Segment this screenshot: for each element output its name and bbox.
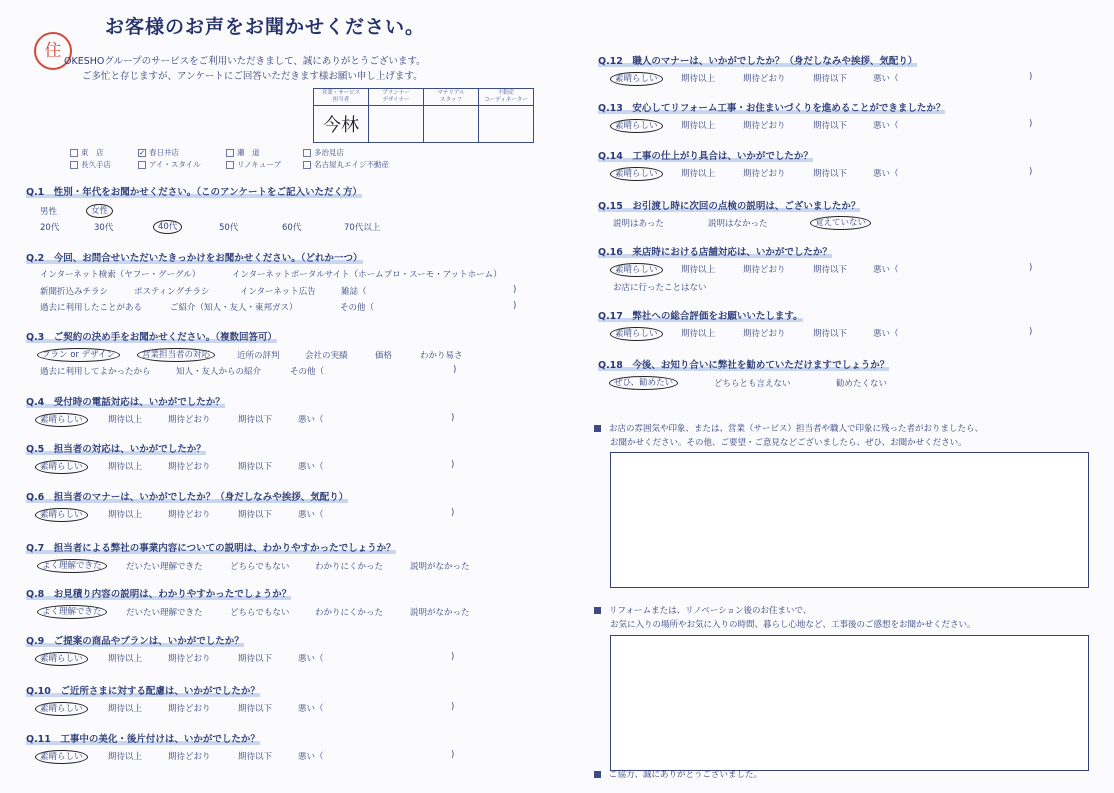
question-18-label: Q.18 今後、お知り合いに弊社を勧めていただけますでしょうか？ [598,360,890,371]
option-dont-remember[interactable]: 覚えていない [815,216,871,228]
question-8-label: Q.8 お見積り内容の説明は、わかりやすかったでしょうか？ [26,589,292,600]
page-title: お客様のお声をお聞かせください。 [105,16,426,38]
option-internet-search[interactable]: インターネット検索（ヤフー・グーグル） [40,270,201,280]
question-11-label: Q.11 工事中の美化・後片付けは、いかがでしたか？ [26,734,260,745]
option-as-expected[interactable]: 期待どおり [743,169,786,179]
option-as-expected[interactable]: 期待どおり [168,415,211,425]
paren-close: ) [1029,263,1033,273]
paren-close: ) [1029,167,1033,177]
option-excellent[interactable]: 素晴らしい [615,167,663,179]
thanks-message: ご協力、誠にありがとうございました。 [594,768,762,780]
option-above-expectation[interactable]: 期待以上 [108,752,143,762]
option-excellent[interactable]: 素晴らしい [615,72,663,84]
checkbox-icon[interactable] [303,161,311,169]
option-above-expectation[interactable]: 期待以上 [681,121,716,131]
option-no-explanation[interactable]: 説明がなかった [410,608,470,618]
option-below-expectation[interactable]: 期待以下 [813,265,848,275]
option-as-expected[interactable]: 期待どおり [168,654,211,664]
option-not-recommend[interactable]: 勧めたくない [836,379,888,389]
option-below-expectation[interactable]: 期待以下 [813,121,848,131]
option-as-expected[interactable]: 期待どおり [168,704,211,714]
company-seal: 住 [34,32,72,70]
option-reputation[interactable]: 近所の評判 [237,351,280,361]
option-excellent[interactable]: 素晴らしい [615,119,663,131]
bullet-square-icon [594,771,601,778]
branch-item[interactable]: 瀬 道 [226,147,260,158]
question-3-label: Q.3 ご契約の決め手をお聞かせください。（複数回答可） [26,332,278,343]
paren-close: ) [453,365,457,375]
staff-header-realestate: 不動産 コーディネーター [479,89,534,106]
question-1-label: Q.1 性別・年代をお聞かせください。（このアンケートをご記入いただく方） [26,187,362,198]
question-12-label: Q.12 職人のマナーは、いかがでしたか？（身だしなみや挨拶、気配り） [598,56,918,67]
branch-item[interactable]: アイ・スタイル [138,159,201,170]
paren-close: ) [513,285,517,295]
paren-close: ) [451,460,455,470]
checkbox-checked-icon[interactable]: ✓ [139,149,145,157]
option-understood-well[interactable]: よく理解できた [42,605,107,617]
option-bad[interactable]: 悪い（ [298,752,324,762]
option-undecided[interactable]: どちらとも言えない [714,379,791,389]
option-referral[interactable]: ご紹介（知人・友人・東邦ガス） [170,303,298,313]
option-above-expectation[interactable]: 期待以上 [108,462,143,472]
staff-table [313,88,534,143]
paren-close: ) [1029,327,1033,337]
branch-item[interactable]: 長久手店 [70,159,111,170]
intro-line-1: OKESHOグループのサービスをご利用いただきまして、誠にありがとうございます。 [64,56,426,67]
option-excellent[interactable]: 素晴らしい [40,413,88,425]
option-bad[interactable]: 悪い（ [873,329,899,339]
option-above-expectation[interactable]: 期待以上 [108,510,143,520]
option-bad[interactable]: 悪い（ [298,654,324,664]
option-bad[interactable]: 悪い（ [873,74,899,84]
question-10-label: Q.10 ご近所さまに対する配慮は、いかがでしたか？ [26,686,260,697]
option-portal-site[interactable]: インターネットポータルサイト（ホームプロ・スーモ・アットホーム） [232,270,502,280]
intro-line-2: ご多忙と存じますが、アンケートにご回答いただきます様お願い申し上げます。 [82,71,423,82]
option-friend-referral[interactable]: 知人・友人からの紹介 [176,367,262,377]
option-below-expectation[interactable]: 期待以下 [813,329,848,339]
option-as-expected[interactable]: 期待どおり [168,462,211,472]
paren-close: ) [451,413,455,423]
option-newspaper-flyer[interactable]: 新聞折込みチラシ [40,287,109,297]
option-excellent[interactable]: 素晴らしい [40,702,88,714]
checkbox-icon[interactable] [70,149,78,157]
option-not-explained[interactable]: 説明はなかった [708,219,768,229]
question-7-label: Q.7 担当者による弊社の事業内容についての説明は、わかりやすかったでしょうか？ [26,543,396,554]
option-bad[interactable]: 悪い（ [873,169,899,179]
checkbox-icon[interactable] [70,161,78,169]
branch-item[interactable]: リノキューブ [226,159,281,170]
option-price[interactable]: 価格 [375,351,393,361]
option-below-expectation[interactable]: 期待以下 [238,462,273,472]
option-no-explanation[interactable]: 説明がなかった [410,562,470,572]
checkbox-icon[interactable] [303,149,311,157]
option-below-expectation[interactable]: 期待以下 [813,169,848,179]
question-13-label: Q.13 安心してリフォーム工事・お住まいづくりを進めることができましたか？ [598,103,946,114]
staff-header-sales: 営業・サービス 担当者 [314,89,369,106]
option-as-expected[interactable]: 期待どおり [168,510,211,520]
option-age-70[interactable]: 70代以上 [344,223,381,233]
option-above-expectation[interactable]: 期待以上 [681,74,716,84]
option-mostly-understood[interactable]: だいたい理解できた [126,608,203,618]
option-as-expected[interactable]: 期待どおり [743,121,786,131]
option-age-50[interactable]: 50代 [219,223,239,233]
paren-close: ) [1029,72,1033,82]
option-clarity[interactable]: わかり易さ [420,351,463,361]
option-mostly-understood[interactable]: だいたい理解できた [126,562,203,572]
option-neutral[interactable]: どちらでもない [230,562,290,572]
question-16-label: Q.16 来店時における店舗対応は、いかがでしたか？ [598,247,832,258]
branch-item[interactable]: 東 店 [70,147,104,158]
staff-header-material: マテリアル スタッフ [424,89,479,106]
paren-close: ) [451,652,455,662]
option-below-expectation[interactable]: 期待以下 [238,752,273,762]
question-2-label: Q.2 今回、お問合せいただいたきっかけをお聞かせください。（どれか一つ） [26,253,363,264]
option-excellent[interactable]: 素晴らしい [40,460,88,472]
checkbox-icon[interactable] [226,149,234,157]
question-5-label: Q.5 担当者の対応は、いかがでしたか？ [26,444,206,455]
option-understood-well[interactable]: よく理解できた [42,559,107,571]
branch-item[interactable]: ✓ 春日井店 [139,148,179,157]
branch-item[interactable]: 多治見店 [303,147,344,158]
option-female[interactable]: 女性 [91,204,113,216]
comment-1-textarea[interactable] [610,452,1089,588]
option-other[interactable]: その他（ [340,303,375,313]
option-below-expectation[interactable]: 期待以下 [238,510,273,520]
paren-close: ) [451,750,455,760]
option-above-expectation[interactable]: 期待以上 [108,415,143,425]
option-excellent[interactable]: 素晴らしい [40,652,88,664]
option-above-expectation[interactable]: 期待以上 [681,169,716,179]
question-15-label: Q.15 お引渡し時に次回の点検の説明は、ございましたか？ [598,201,861,212]
option-below-expectation[interactable]: 期待以下 [238,704,273,714]
option-internet-ad[interactable]: インターネット広告 [240,287,316,297]
staff-header-planner: プランナー デザイナー [369,89,424,106]
staff-value-realestate[interactable] [479,106,534,143]
option-bad[interactable]: 悪い（ [873,265,899,275]
option-neutral[interactable]: どちらでもない [230,608,290,618]
option-bad[interactable]: 悪い（ [873,121,899,131]
option-explained[interactable]: 説明はあった [613,219,664,229]
bullet-square-icon [594,425,601,432]
option-age-40[interactable]: 40代 [158,220,182,232]
option-track-record[interactable]: 会社の実績 [305,351,348,361]
option-above-expectation[interactable]: 期待以上 [108,704,143,714]
option-as-expected[interactable]: 期待どおり [743,265,786,275]
option-above-expectation[interactable]: 期待以上 [108,654,143,664]
option-never-visited[interactable]: お店に行ったことはない [613,283,707,293]
option-excellent[interactable]: 素晴らしい [40,750,88,762]
option-hard-to-understand[interactable]: わかりにくかった [315,608,384,618]
branch-item[interactable]: 名古屋丸エイジ不動産 [303,159,389,170]
comment-1-prompt-line-1: お店の雰囲気や印象、または、営業（サービス）担当者や職人で印象に残った者がおりましたら、 [594,422,983,434]
option-below-expectation[interactable]: 期待以下 [238,415,273,425]
option-used-before[interactable]: 過去に利用したことがある [40,303,143,313]
bullet-square-icon [594,607,601,614]
option-recommend[interactable]: ぜひ、勧めたい [614,376,678,388]
option-below-expectation[interactable]: 期待以下 [813,74,848,84]
option-other[interactable]: その他（ [290,367,325,377]
staff-value-material[interactable] [424,106,479,143]
comment-1-prompt-line-2: お聞かせください。その他、ご要望・ご意見などございましたら、ぜひ、お聞かせください。 [610,438,967,448]
option-age-30[interactable]: 30代 [94,223,114,233]
question-14-label: Q.14 工事の仕上がり具合は、いかがでしたか？ [598,151,813,162]
option-bad[interactable]: 悪い（ [298,510,324,520]
comment-2-prompt-line-2: お気に入りの場所やお気に入りの時間、暮らし心地など、工事後のご感想をお聞かせください。 [610,620,976,630]
option-age-20[interactable]: 20代 [40,223,60,233]
question-17-label: Q.17 弊社への総合評価をお願いいたします。 [598,311,803,322]
staff-value-planner[interactable] [369,106,424,143]
paren-close: ) [451,702,455,712]
checkbox-icon[interactable] [226,161,234,169]
option-excellent[interactable]: 素晴らしい [615,263,663,275]
option-age-60[interactable]: 60代 [282,223,302,233]
option-as-expected[interactable]: 期待どおり [743,329,786,339]
paren-close: ) [1029,119,1033,129]
option-excellent[interactable]: 素晴らしい [40,508,88,520]
checkbox-icon[interactable] [138,161,146,169]
staff-value-sales[interactable]: 今林 [314,106,369,143]
option-male[interactable]: 男性 [40,207,58,217]
option-good-past[interactable]: 過去に利用してよかったから [40,367,151,377]
question-6-label: Q.6 担当者のマナーは、いかがでしたか？（身だしなみや挨拶、気配り） [26,492,349,503]
paren-close: ) [513,301,517,311]
question-4-label: Q.4 受付時の電話対応は、いかがでしたか？ [26,397,225,408]
option-bad[interactable]: 悪い（ [298,462,324,472]
option-posting-flyer[interactable]: ポスティングチラシ [134,287,210,297]
question-9-label: Q.9 ご提案の商品やプランは、いかがでしたか？ [26,636,244,647]
option-as-expected[interactable]: 期待どおり [743,74,786,84]
option-bad[interactable]: 悪い（ [298,415,324,425]
option-as-expected[interactable]: 期待どおり [168,752,211,762]
option-sales-rep[interactable]: 営業担当者の対応 [142,348,215,360]
option-bad[interactable]: 悪い（ [298,704,324,714]
option-above-expectation[interactable]: 期待以上 [681,329,716,339]
option-excellent[interactable]: 素晴らしい [615,327,663,339]
comment-2-textarea[interactable] [610,635,1089,771]
option-plan-design[interactable]: プラン or デザイン [42,348,120,360]
option-hard-to-understand[interactable]: わかりにくかった [315,562,384,572]
option-magazine[interactable]: 雑誌（ [341,287,367,297]
option-below-expectation[interactable]: 期待以下 [238,654,273,664]
option-above-expectation[interactable]: 期待以上 [681,265,716,275]
paren-close: ) [451,508,455,518]
comment-2-prompt-line-1: リフォームまたは、リノベーション後のお住まいで、 [594,604,811,616]
